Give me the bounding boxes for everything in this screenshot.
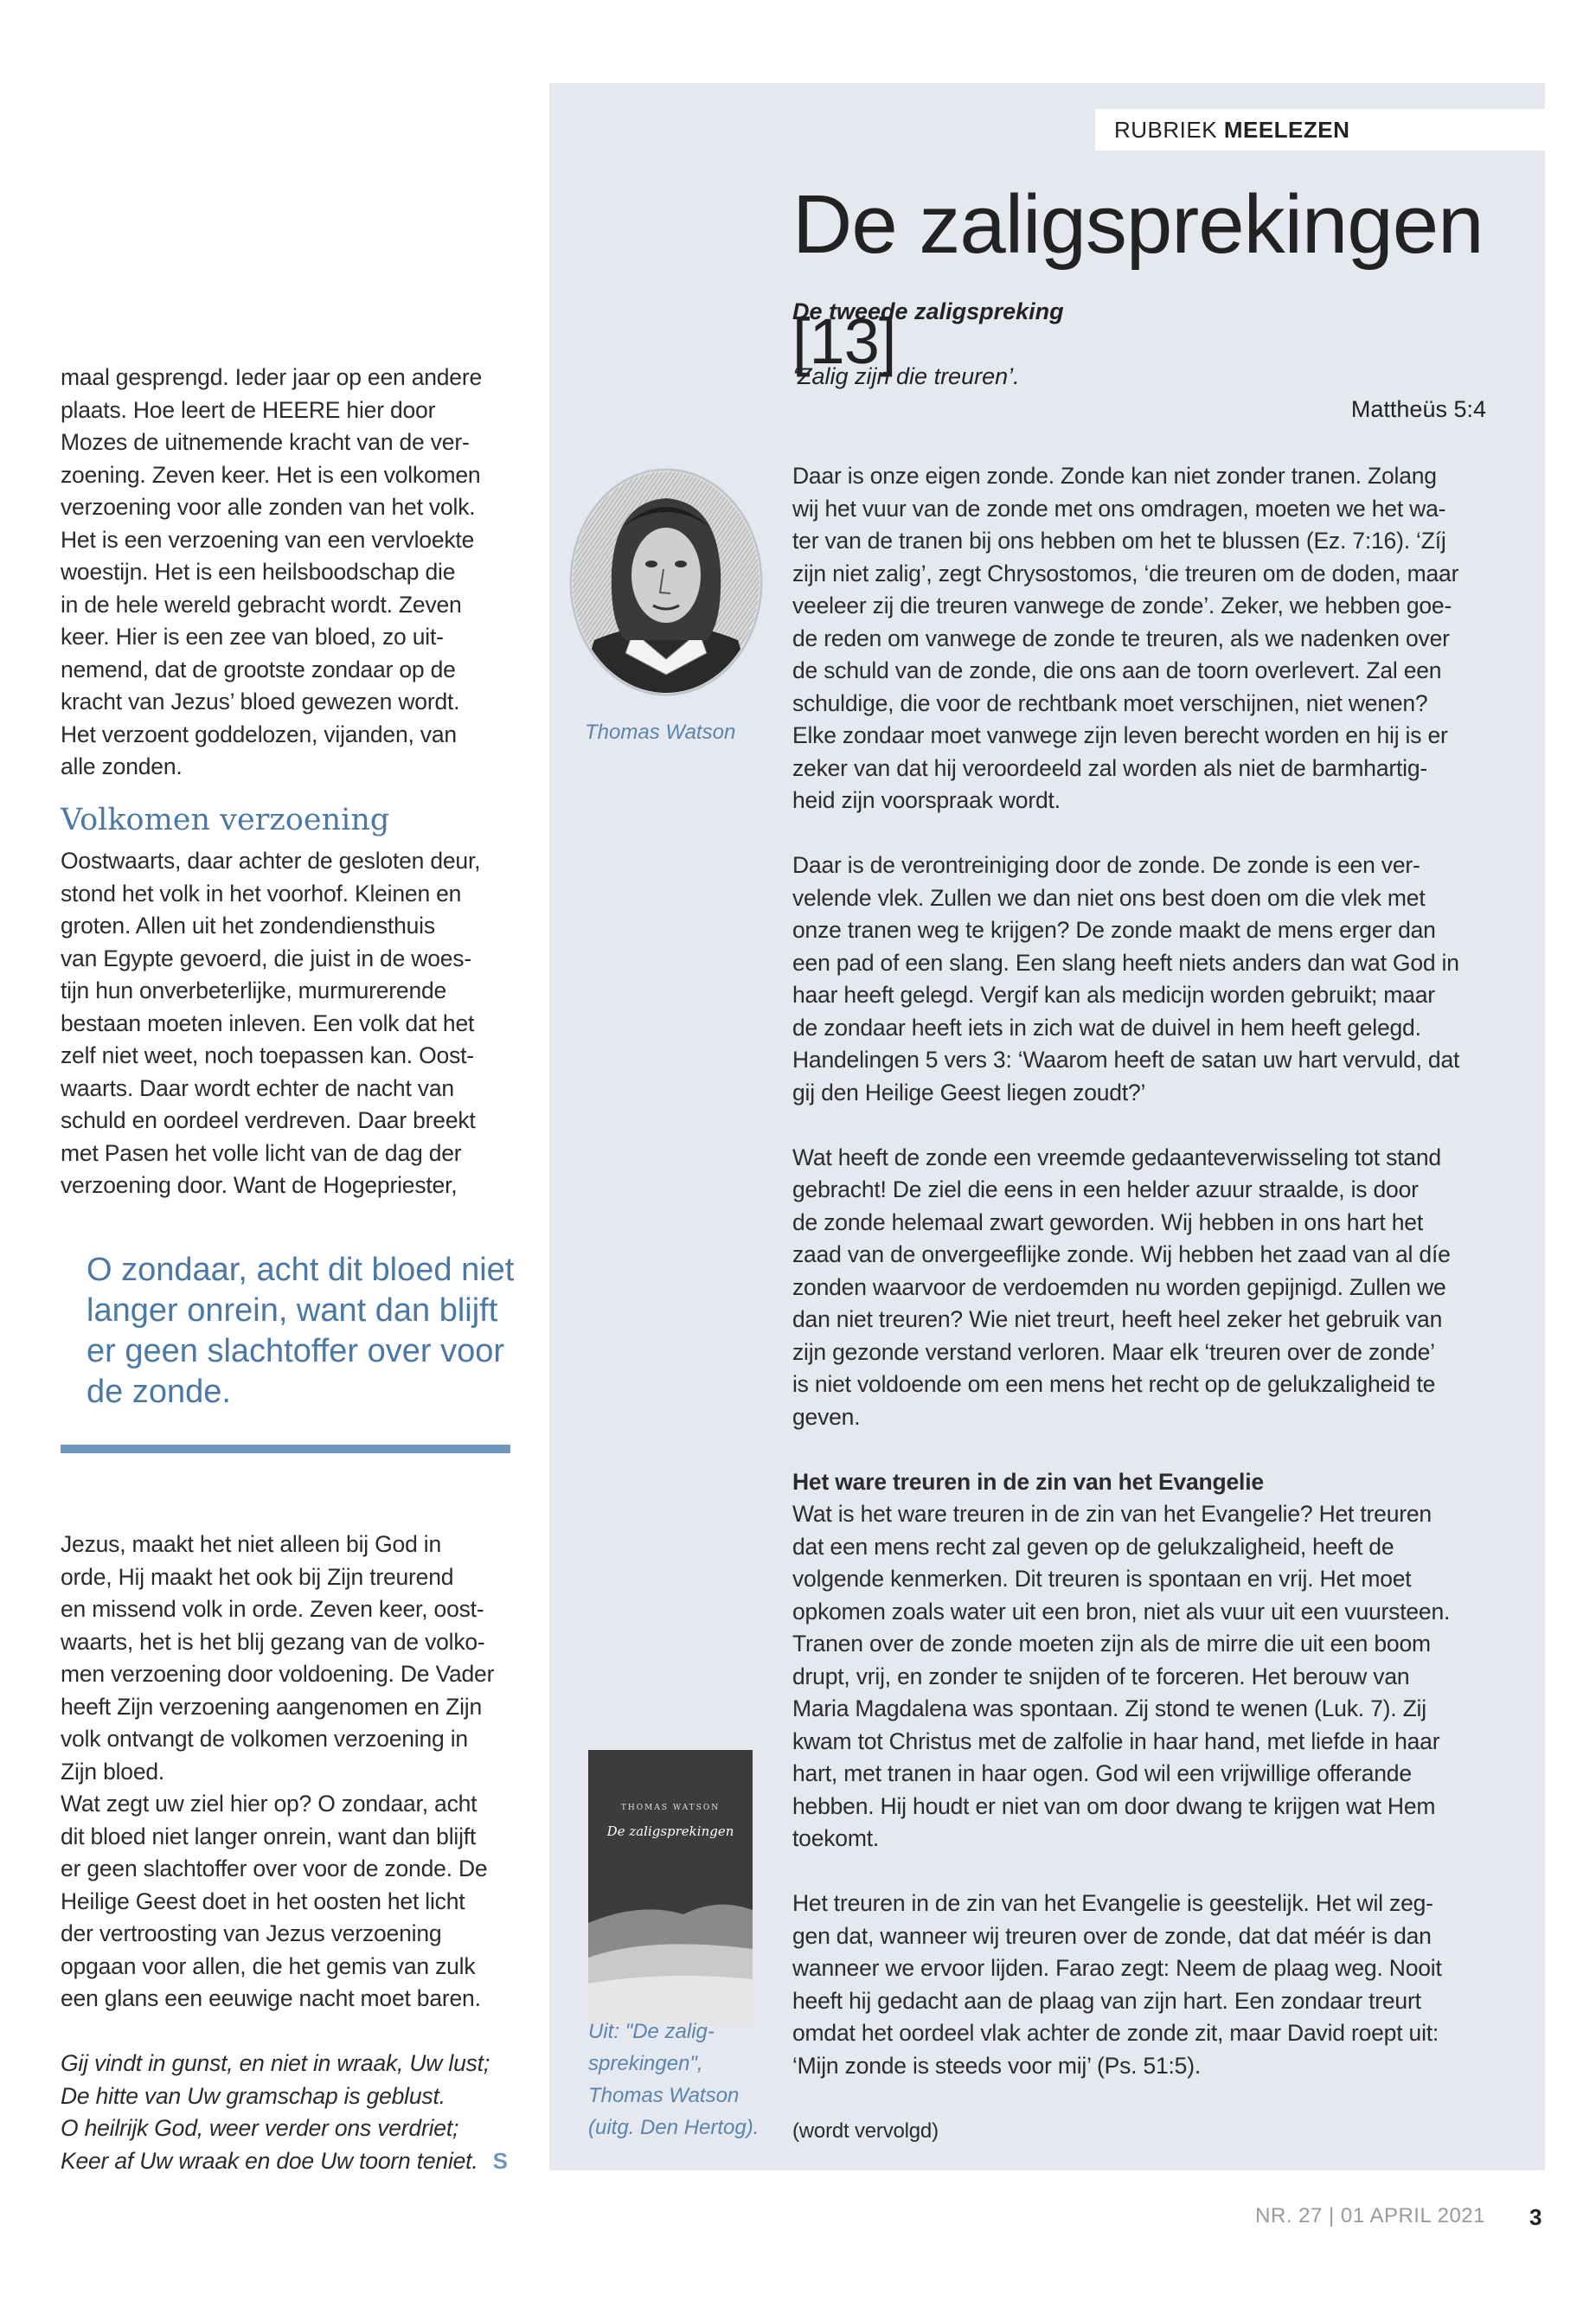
paragraph — [792, 849, 1493, 1109]
text-line: zelf niet weet, noch toepassen kan. Oost- — [61, 1042, 474, 1068]
text-line: zijn gezonde verstand verloren. Maar elk ‘treuren over de zonde’ — [792, 1338, 1435, 1365]
portrait-thomas-watson — [568, 467, 764, 697]
text-line: heeft hij gedacht aan de plaag van zijn hart. Een zondaar treurt — [792, 1987, 1421, 2014]
poem-line-text: Keer af Uw wraak en doe Uw toorn teniet. — [61, 2147, 478, 2174]
text-line: tijn hun onverbeterlijke, murmurerende — [61, 977, 447, 1003]
text-line: Oostwaarts, daar achter de gesloten deur, — [61, 848, 481, 874]
text-line: Jezus, maakt het niet alleen bij God in — [61, 1531, 442, 1557]
text-line: kracht van Jezus’ bloed gewezen wordt. — [61, 689, 460, 715]
text-line: zonden waarvoor de verdoemden nu worden gepijnigd. Zullen we — [792, 1273, 1446, 1300]
text-line: Het is een verzoening van een vervloekte — [61, 526, 475, 553]
poem — [61, 2048, 510, 2177]
text-line: Wat is het ware treuren in de zin van het Evangelie? Het treuren — [792, 1501, 1432, 1527]
text-line: alle zonden. — [61, 753, 183, 779]
rubriek-prefix: RUBRIEK — [1114, 117, 1218, 143]
text-line: Heilige Geest doet in het oosten het licht — [61, 1888, 465, 1914]
paragraph — [792, 1888, 1493, 2082]
text-line: de zondaar heeft iets in zich wat de duivel in hem heeft gelegd. — [792, 1014, 1421, 1041]
text-line: heeft Zijn verzoening aangenomen en Zijn — [61, 1693, 482, 1720]
text-line: gij den Heilige Geest liegen zoudt?’ — [792, 1079, 1146, 1106]
portrait-engraving — [568, 467, 764, 697]
text-line: Zijn bloed. — [61, 1758, 165, 1785]
text-line: wanneer we ervoor lijden. Farao zegt: Neem de plaag weg. Nooit — [792, 1955, 1442, 1981]
section-heading-volkomen-verzoening: Volkomen verzoening — [61, 803, 390, 837]
scripture-quote: ‘Zalig zijn die treuren’. — [792, 363, 1020, 389]
caption-line: (uitg. Den Hertog). — [588, 2116, 760, 2139]
left-block-2 — [61, 845, 510, 1202]
pull-quote-divider — [61, 1445, 510, 1453]
caption-line: Uit: "De zalig- — [588, 2020, 715, 2043]
caption-line: Thomas Watson — [588, 2084, 740, 2107]
poem-line — [61, 2145, 510, 2178]
text-line: Wat heeft de zonde een vreemde gedaanteverwisseling tot stand — [792, 1144, 1441, 1170]
text-line: van Egypte gevoerd, die juist in de woes- — [61, 945, 471, 971]
text-line: der vertroosting van Jezus verzoening — [61, 1920, 442, 1946]
title-number: [13] — [792, 305, 896, 377]
text-line: Tranen over de zonde moeten zijn als de mirre die uit een boom — [792, 1631, 1431, 1657]
text-line: veeleer zij die treuren vanwege de zonde’. Zeker, we hebben goe- — [792, 593, 1452, 619]
page-number: 3 — [1529, 2204, 1542, 2230]
text-line: de schuld van de zonde, die ons aan de toorn overlevert. Zal een — [792, 657, 1442, 683]
text-line: gebracht! De ziel die eens in een helder azuur straalde, is door — [792, 1176, 1419, 1202]
text-line: volk ontvangt de volkomen verzoening in — [61, 1726, 468, 1752]
scripture-reference: Mattheüs 5:4 — [1350, 396, 1486, 422]
text-line: opgaan voor allen, die het gemis van zulk — [61, 1952, 476, 1979]
text-line: hebben. Hij houdt er niet van om door dwang te krijgen wat Hem — [792, 1792, 1436, 1819]
text-line: onze tranen weg te krijgen? De zonde maakt de mens erger dan — [792, 917, 1436, 943]
text-line: Elke zondaar moet vanwege zijn leven berecht worden en hij is er — [792, 722, 1448, 748]
text-line: haar heeft gelegd. Vergif kan als medicijn worden gebruikt; maar — [792, 982, 1435, 1008]
left-column — [61, 362, 510, 784]
text-line: plaats. Hoe leert de HEERE hier door — [61, 396, 436, 423]
text-line: volgende kenmerken. Dit treuren is spontaan en vrij. Het moet — [792, 1566, 1412, 1592]
paragraph — [792, 1142, 1493, 1434]
text-line: zeker van dat hij veroordeeld zal worden als niet de barmhartig- — [792, 754, 1428, 781]
left-block-1 — [61, 362, 510, 784]
text-line: Mozes de uitnemende kracht van de ver- — [61, 429, 470, 455]
text-line: dat een mens recht zal geven op de gelukzaligheid, heeft de — [792, 1533, 1394, 1560]
text-line: maal gesprengd. Ieder jaar op een andere — [61, 364, 483, 390]
text-line: zaad van de onvergeeflijke zonde. Wij hebben het zaad van al díe — [792, 1241, 1451, 1267]
text-line: Het treuren in de zin van het Evangelie is geestelijk. Het wil zeg- — [792, 1890, 1433, 1916]
text-line: omdat het oordeel vlak achter de zonde zit, maar David roept uit: — [792, 2020, 1439, 2046]
book-cover — [588, 1750, 753, 2025]
pull-quote: O zondaar, acht dit bloed niet langer onrein, want dan blijft er geen slachtoffer over voor de zonde. — [87, 1252, 515, 1410]
text-line: een glans een eeuwige nacht moet baren. — [61, 1985, 481, 2011]
rubriek-name: MEELEZEN — [1223, 117, 1350, 143]
text-line: verzoening door. Want de Hogepriester, — [61, 1172, 458, 1198]
issue-info: NR. 27 | 01 APRIL 2021 — [1255, 2204, 1485, 2227]
book-author: THOMAS WATSON — [620, 1804, 721, 1812]
text-line: de reden om vanwege de zonde te treuren, als we nadenken over — [792, 625, 1450, 651]
text-line: dit bloed niet langer onrein, want dan blijft — [61, 1823, 477, 1849]
text-line: men verzoening door voldoening. De Vader — [61, 1661, 495, 1687]
caption-line: sprekingen", — [588, 2052, 703, 2075]
text-line: er geen slachtoffer over voor de zonde. De — [61, 1856, 488, 1881]
text-line: verzoening voor alle zonden van het volk. — [61, 494, 476, 520]
text-line: zoening. Zeven keer. Het is een volkomen — [61, 461, 481, 488]
text-line: nemend, dat de grootste zondaar op de — [61, 656, 456, 683]
poem-line: De hitte van Uw gramschap is geblust. — [61, 2082, 445, 2109]
text-line: woestijn. Het is een heilsboodschap die — [61, 559, 456, 585]
book-title: De zaligsprekingen — [606, 1823, 734, 1839]
text-line: groten. Allen uit het zondendiensthuis — [61, 913, 435, 939]
text-line: Wat zegt uw ziel hier op? O zondaar, acht — [61, 1791, 478, 1817]
text-line: is niet voldoende om een mens het recht op de gelukzaligheid te — [792, 1371, 1436, 1397]
text-line: in de hele wereld gebracht wordt. Zeven — [61, 591, 462, 618]
left-block-3 — [61, 1529, 510, 2177]
text-line: ‘Mijn zonde is steeds voor mij’ (Ps. 51:5). — [792, 2052, 1202, 2079]
text-line: keer. Hier is een zee van bloed, zo uit- — [61, 624, 444, 650]
text-line: opkomen zoals water uit een bron, niet als vuur uit een vuursteen. — [792, 1598, 1451, 1625]
text-line: schuld en oordeel verdreven. Daar breekt — [61, 1107, 476, 1133]
text-line: schuldige, die voor de rechtbank moet verschijnen, niet wenen? — [792, 689, 1428, 716]
text-line: stond het volk in het voorhof. Kleinen en — [61, 880, 462, 907]
text-line: heid zijn voorspraak wordt. — [792, 787, 1061, 813]
text-line: wij het vuur van de zonde met ons omdragen, moeten we het wa- — [792, 495, 1446, 522]
text-line: Handelingen 5 vers 3: ‘Waarom heeft de satan uw hart vervuld, dat — [792, 1047, 1460, 1073]
text-line: Daar is onze eigen zonde. Zonde kan niet zonder tranen. Zolang — [792, 463, 1437, 489]
right-column — [792, 460, 1493, 2147]
portrait-caption: Thomas Watson — [585, 721, 736, 744]
section-heading-evangelie: Het ware treuren in de zin van het Evangelie — [792, 1468, 1264, 1495]
poem-line: Gij vindt in gunst, en niet in wraak, Uw lust; — [61, 2050, 490, 2076]
book-caption — [588, 2016, 770, 2144]
book-cover-art — [588, 1750, 753, 2025]
text-line: waarts. Daar wordt echter de nacht van — [61, 1074, 454, 1101]
text-line: zijn niet zalig’, zegt Chrysostomos, ‘die treuren om de doden, maar — [792, 560, 1459, 586]
paragraph — [792, 1498, 1493, 1856]
text-line: waarts, het is het blij gezang van de volko- — [61, 1628, 485, 1655]
text-line: geven. — [792, 1403, 861, 1430]
text-line: ter van de tranen bij ons hebben om het te blussen (Ez. 7:16). ‘Zíj — [792, 528, 1446, 554]
text-line: Het verzoent goddelozen, vijanden, van — [61, 721, 457, 747]
subtitle: De tweede zaligspreking — [792, 298, 1064, 324]
text-line: en missend volk in orde. Zeven keer, oost- — [61, 1596, 484, 1622]
text-line: gen dat, wanneer wij treuren over de zonde, dat dat méér is dan — [792, 1922, 1432, 1949]
end-mark-icon: S — [492, 2147, 508, 2174]
poem-line: O heilrijk God, weer verder ons verdriet; — [61, 2115, 459, 2141]
text-line: toekomt. — [792, 1825, 880, 1851]
text-line: Daar is de verontreiniging door de zonde. De zonde is een ver- — [792, 852, 1420, 878]
continued-note: (wordt vervolgd) — [792, 2118, 939, 2143]
text-line: met Pasen het volle licht van de dag der — [61, 1139, 462, 1166]
text-line: dan niet treuren? Wie niet treurt, heeft heel zeker het gebruik van — [792, 1306, 1443, 1332]
text-line: kwam tot Christus met de zalfolie in haar hand, met liefde in haar — [792, 1727, 1440, 1754]
title-text: De zaligsprekingen — [792, 178, 1484, 271]
paragraph — [792, 460, 1493, 817]
rubriek-label — [1095, 109, 1545, 151]
text-line: hart, met tranen in haar ogen. God wil een vrijwillige offerande — [792, 1760, 1412, 1786]
text-line: orde, Hij maakt het ook bij Zijn treurend — [61, 1563, 454, 1590]
text-line: een pad of een slang. Een slang heeft niets anders dan wat God in — [792, 949, 1459, 976]
text-line: drupt, vrij, en zonder te snijden of te forceren. Het berouw van — [792, 1663, 1410, 1689]
text-line: velende vlek. Zullen we dan niet ons best doen om die vlek met — [792, 884, 1426, 911]
text-line: de zonde helemaal zwart geworden. Wij hebben in ons hart het — [792, 1208, 1423, 1235]
text-line: bestaan moeten inleven. Een volk dat het — [61, 1009, 475, 1036]
text-line: Maria Magdalena was spontaan. Zij stond te wenen (Luk. 7). Zij — [792, 1695, 1426, 1721]
